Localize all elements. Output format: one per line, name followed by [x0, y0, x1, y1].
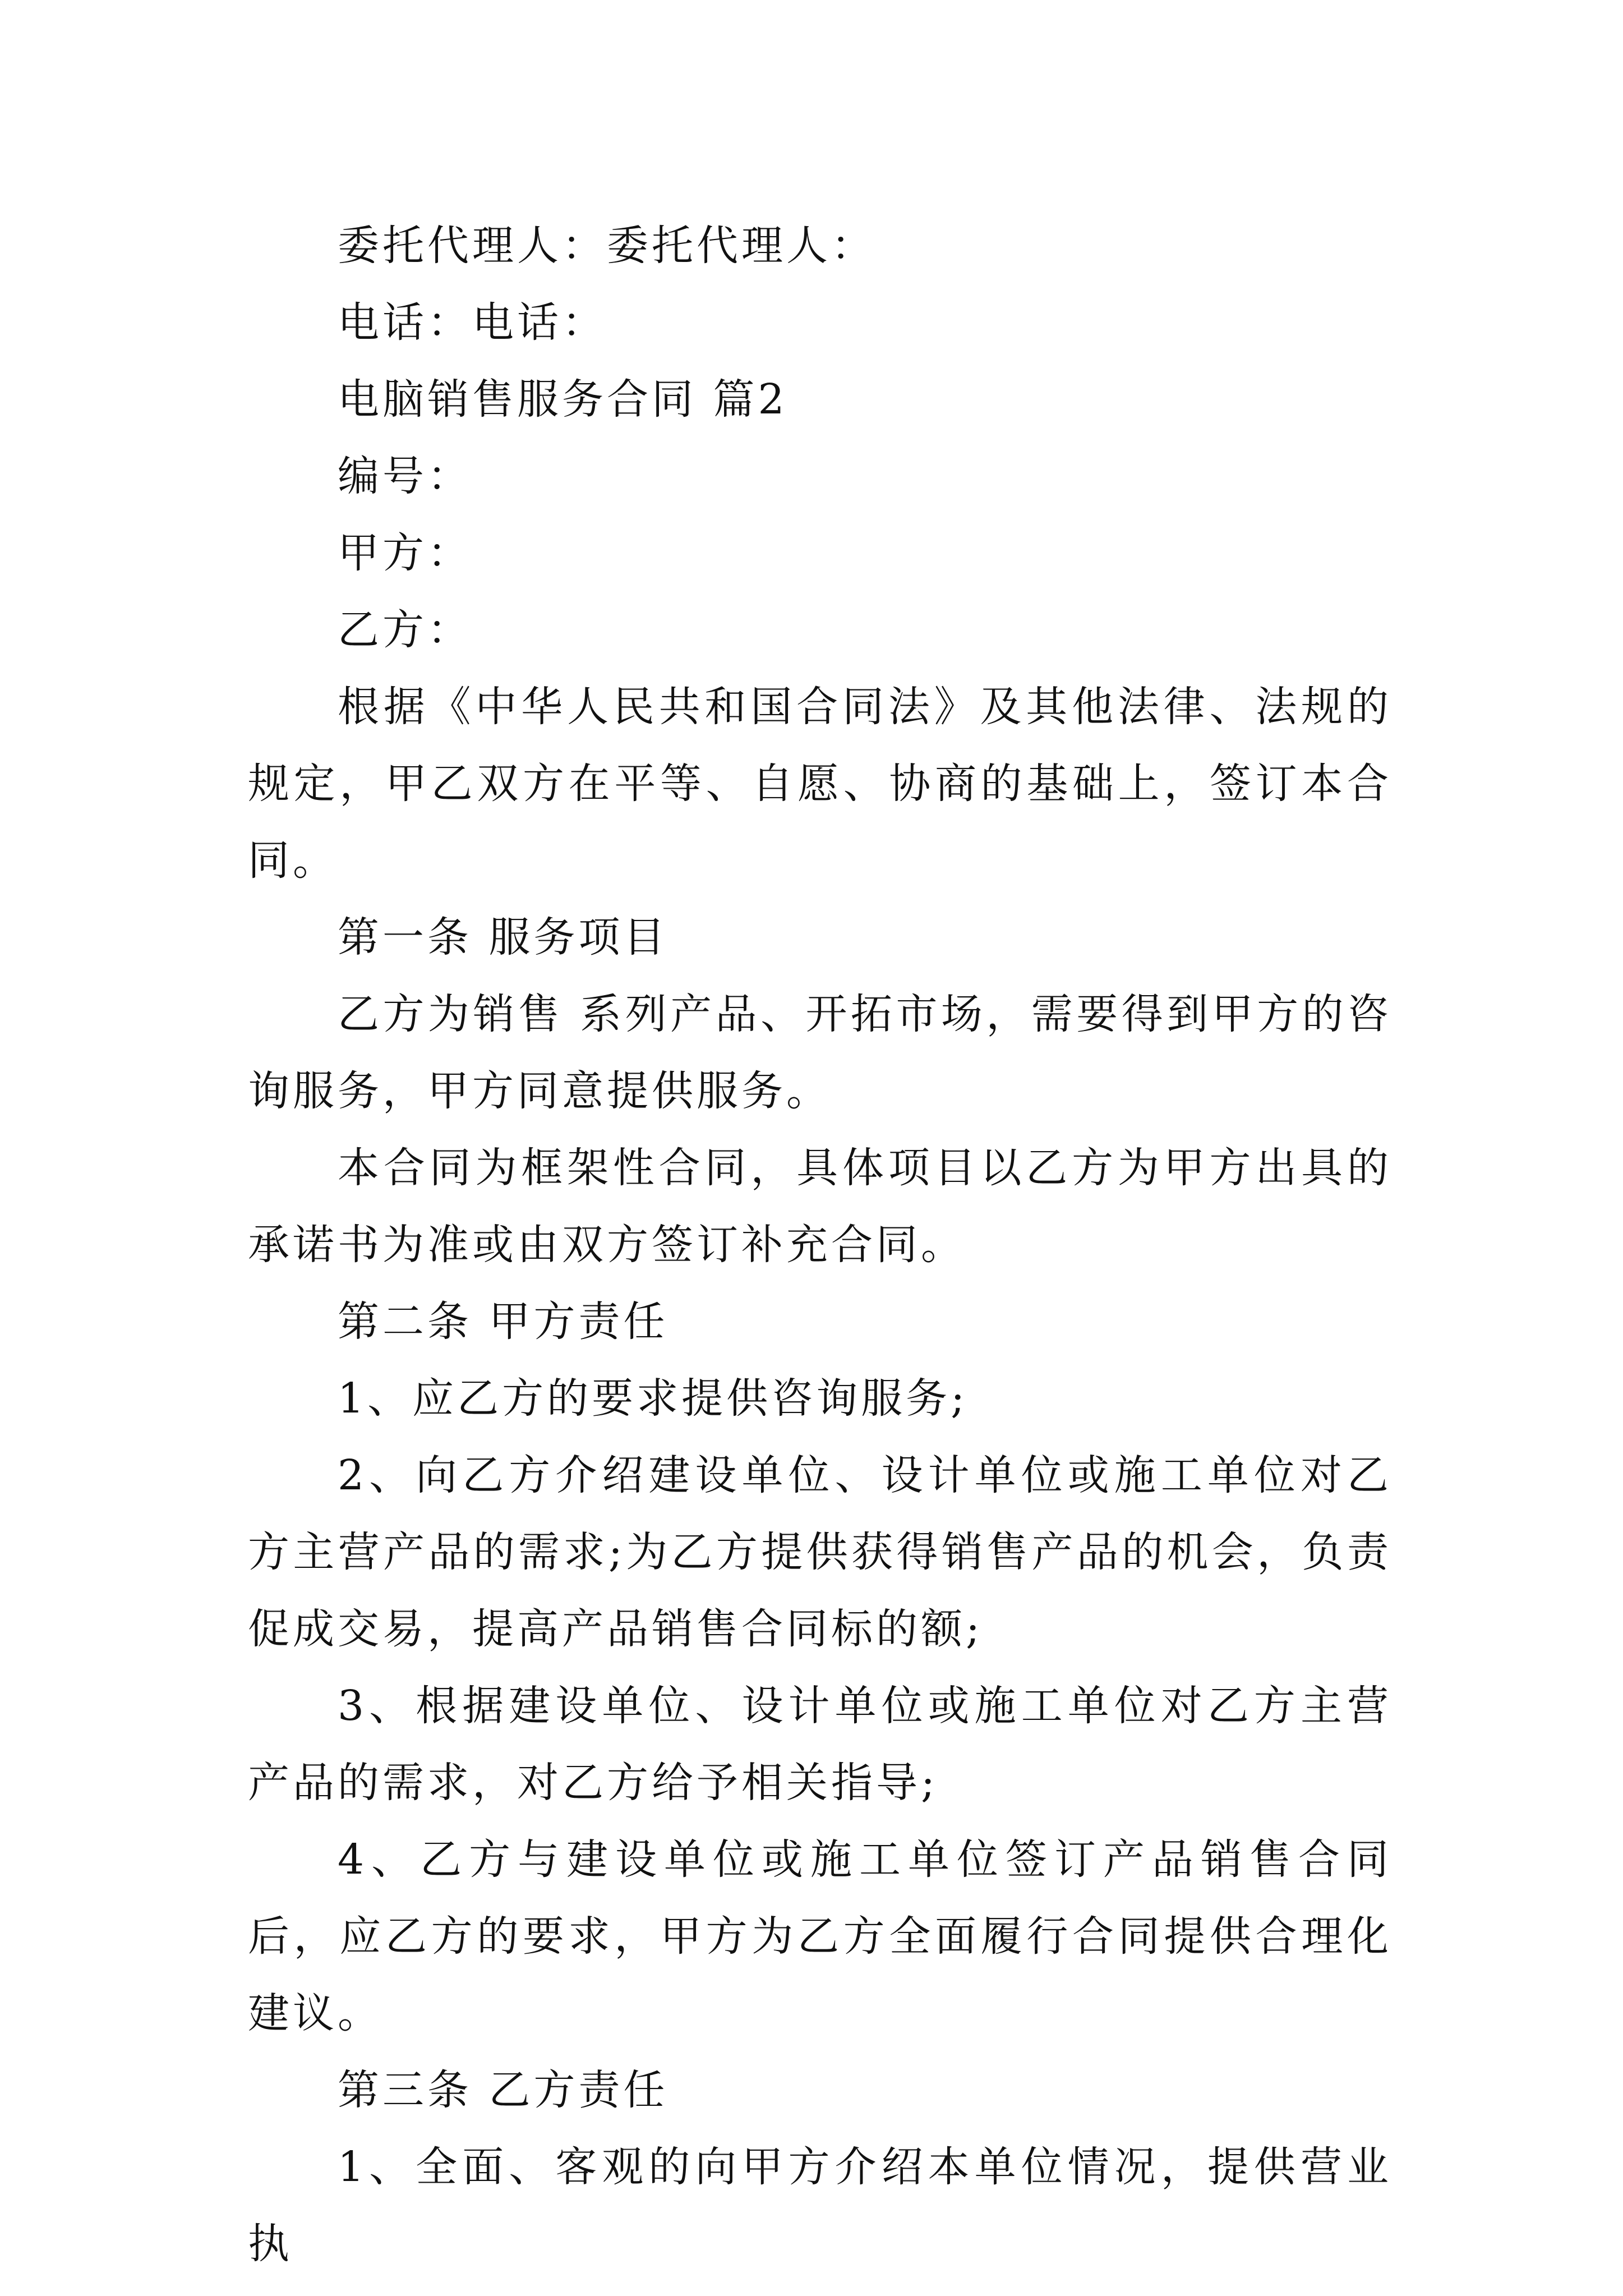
paragraph: 编号：: [338, 452, 472, 500]
paragraph: 本合同为框架性合同，具体项目以乙方为甲方出具的承诺书为准或由双方签订补充合同。: [248, 1144, 1392, 1269]
list-item: 2、向乙方介绍建设单位、设计单位或施工单位对乙方主营产品的需求;为乙方提供获得销售产品的机会，负责促成交易，提高产品销售合同标的额;: [248, 1451, 1392, 1653]
list-item: 3、根据建设单位、设计单位或施工单位对乙方主营产品的需求，对乙方给予相关指导;: [248, 1682, 1392, 1807]
article-heading: 第二条 甲方责任: [338, 1297, 668, 1346]
paragraph: 电话：电话：: [338, 298, 607, 347]
paragraph: 乙方为销售 系列产品、开拓市场，需要得到甲方的咨询服务，甲方同意提供服务。: [248, 990, 1392, 1115]
paragraph: 乙方：: [338, 606, 472, 654]
list-item: 1、全面、客观的向甲方介绍本单位情况，提供营业执: [248, 2143, 1392, 2268]
document-body: [248, 208, 1392, 2283]
paragraph: 根据《中华人民共和国合同法》及其他法律、法规的规定，甲乙双方在平等、自愿、协商的基础上，签订本合同。: [248, 683, 1392, 885]
section-title: 电脑销售服务合同 篇2: [338, 375, 788, 424]
article-heading: 第三条 乙方责任: [338, 2066, 668, 2114]
paragraph: 委托代理人：委托代理人：: [338, 222, 876, 270]
list-item: 1、应乙方的要求提供咨询服务;: [338, 1374, 969, 1423]
article-heading: 第一条 服务项目: [338, 913, 668, 961]
list-item: 4、乙方与建设单位或施工单位签订产品销售合同后，应乙方的要求，甲方为乙方全面履行合同提供合理化建议。: [248, 1835, 1392, 2037]
paragraph: 甲方：: [338, 529, 472, 577]
